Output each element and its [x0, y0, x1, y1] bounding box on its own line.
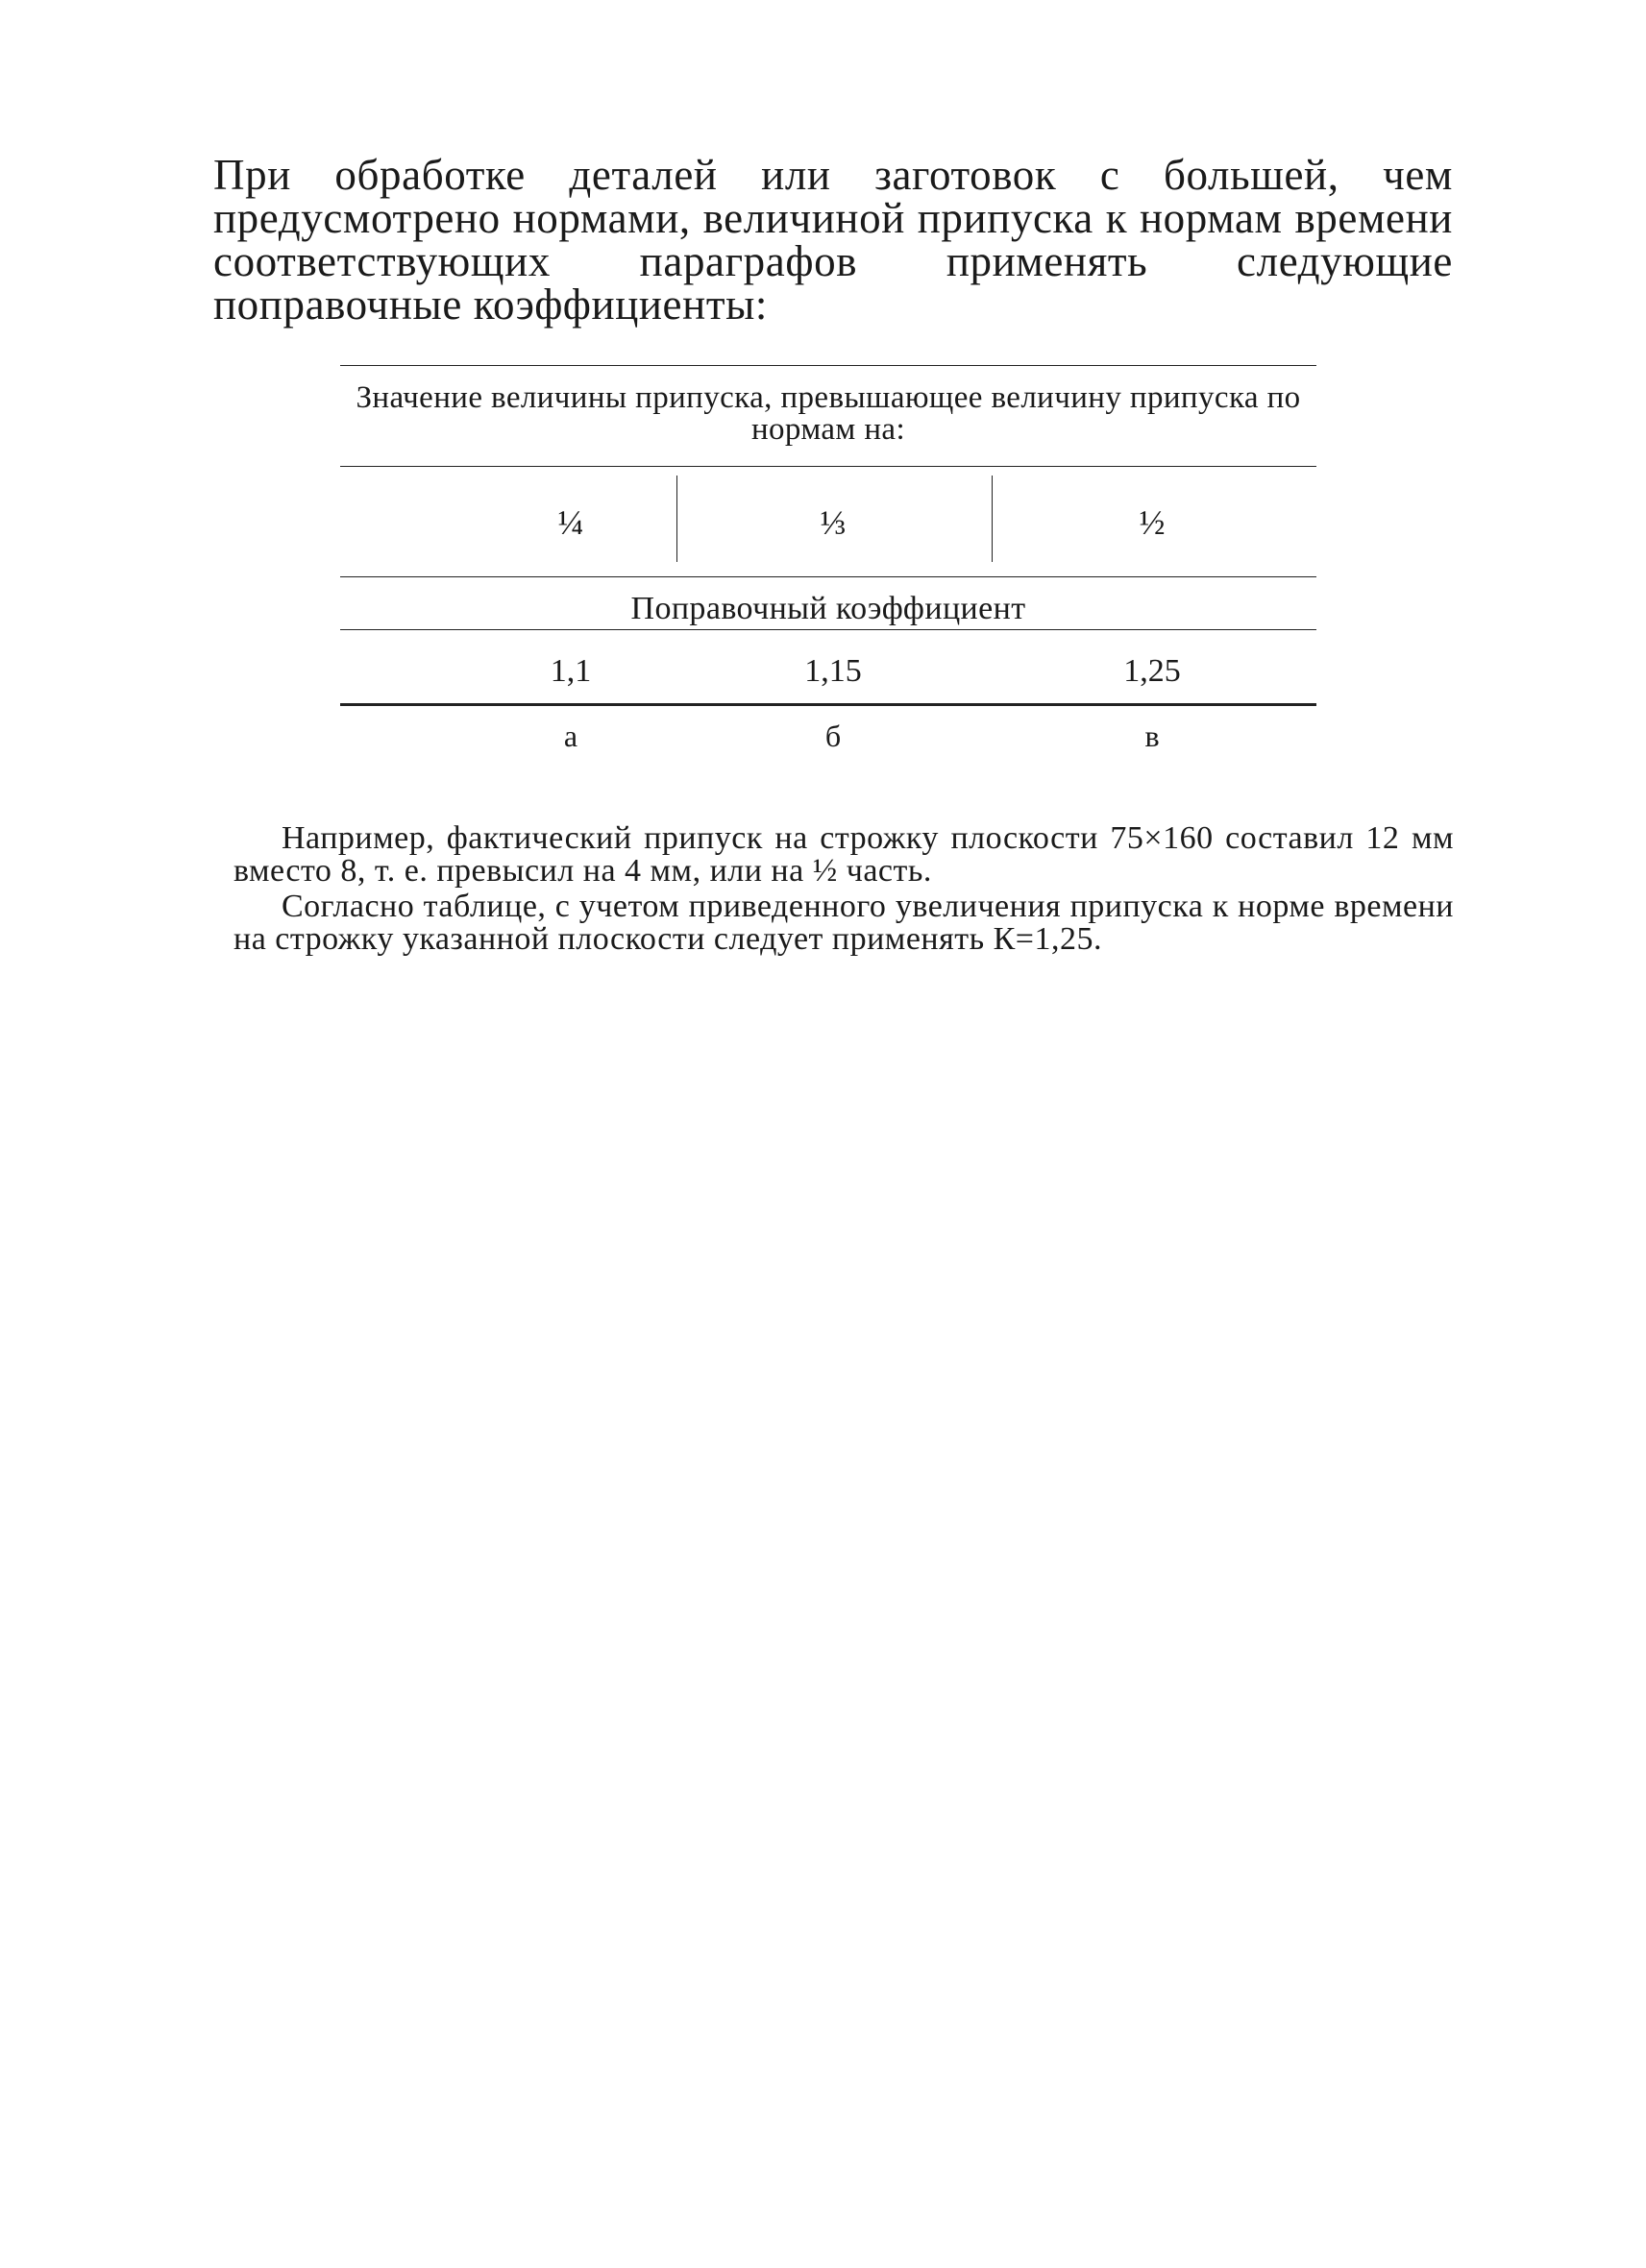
table-header: Значение величины припуска, превышающее величину припуска по нормам на: — [356, 380, 1301, 447]
coefficient-label: Поправочный коэффициент — [630, 591, 1026, 626]
column-letter-c: в — [1144, 719, 1160, 753]
column-letter-b: б — [824, 719, 842, 753]
intro-paragraph: При обработке деталей или заготовок с большей, чем предусмотрено нормами, величиной припуска к нормам времени соответствующих параграфов применять следующие поправочные коэффициенты: — [213, 151, 1453, 329]
coefficient-a: 1,1 — [550, 653, 592, 689]
column-divider-2 — [992, 476, 993, 562]
fraction-third: ⅓ — [820, 503, 847, 542]
fractions-bottom-rule — [340, 576, 1316, 577]
conclusion-paragraph: Согласно таблице, с учетом приведенного увеличения припуска к норме времени на строжку указанной плоскости следует применять К=1,25. — [233, 889, 1454, 957]
coefficient-c: 1,25 — [1123, 653, 1181, 689]
column-divider-1 — [676, 476, 677, 562]
table-top-rule — [340, 365, 1316, 366]
table-bottom-rule — [340, 703, 1316, 706]
example-text — [233, 822, 1454, 956]
header-bottom-rule — [340, 466, 1316, 467]
coefficient-b: 1,15 — [804, 653, 862, 689]
coef-label-bottom-rule — [340, 629, 1316, 630]
example-paragraph: Например, фактический припуск на строжку плоскости 75×160 составил 12 мм вместо 8, т. е. превысил на 4 мм, или на ½ часть. — [233, 820, 1454, 889]
fraction-half: ½ — [1139, 503, 1166, 542]
fraction-quarter: ¼ — [557, 503, 584, 542]
column-letter-a: а — [563, 719, 578, 753]
